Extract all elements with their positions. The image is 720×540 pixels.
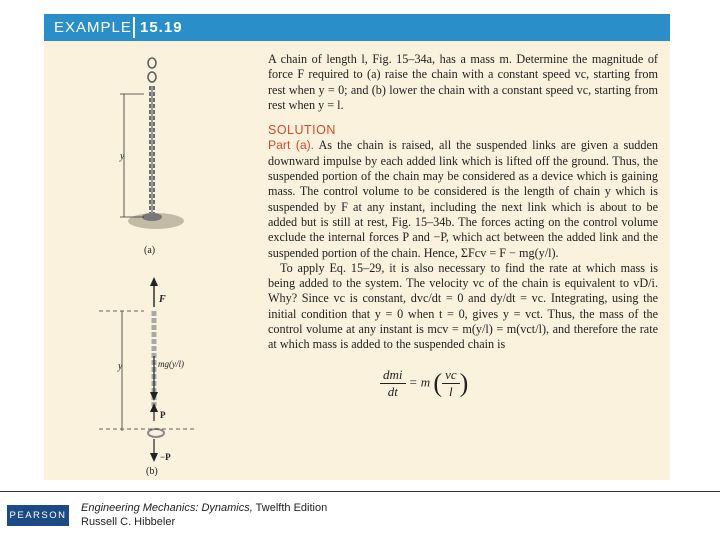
footer-rule — [0, 491, 720, 492]
chain-figure — [44, 41, 254, 480]
book-title: Engineering Mechanics: Dynamics, — [81, 502, 253, 514]
mass-rate-equation — [380, 367, 468, 400]
equals-m: = m — [408, 374, 431, 390]
example-number: 15.19 — [140, 19, 183, 36]
lhs-denominator: dt — [387, 384, 398, 399]
rhs-fraction — [442, 367, 460, 400]
label-y-a: y — [120, 151, 125, 162]
label-negP: −P — [160, 452, 171, 462]
book-edition: Twelfth Edition — [252, 502, 328, 514]
left-paren: ( — [433, 368, 443, 398]
chain-figure-a — [119, 58, 184, 256]
rhs-numerator: vc — [442, 367, 460, 384]
label-P: P — [160, 410, 166, 420]
rhs-denominator: l — [449, 384, 453, 399]
lhs-fraction — [380, 367, 406, 400]
label-y-b: y — [118, 361, 123, 372]
example-header — [44, 14, 670, 41]
solution-paragraph-1 — [268, 138, 658, 260]
book-author: Russell C. Hibbeler — [81, 515, 176, 528]
solution-paragraph-2: To apply Eq. 15–29, it is also necessary to find the rate at which mass is being added to the system. The velocity vc of the chain is equivalent to vD/i. Why? Since vc is constant, dvc/dt = 0 and dy/dt = vc. Integrating, using the initial condition that y = 0 when t = 0, gives y = vct. Thus, the mass of the control volume at any instant is mcv = m(y/l) = m(vct/l), and therefore the rate at which mass is added to the suspended chain is — [268, 260, 658, 352]
label-F: F — [159, 294, 166, 305]
example-text — [268, 52, 658, 353]
part-a-label: Part (a). — [268, 138, 315, 153]
header-separator — [133, 17, 135, 38]
right-paren: ) — [459, 368, 469, 398]
problem-statement: A chain of length l, Fig. 15–34a, has a mass m. Determine the magnitude of force F required to (a) raise the chain with a constant speed vc, starting from rest when y = 0; and (b) lower the chain with a constant speed vc, starting from rest when y = l. — [268, 52, 658, 112]
example-label: EXAMPLE — [54, 19, 132, 36]
example-page — [44, 14, 670, 480]
chain-figure-b — [99, 277, 194, 477]
label-mg: mg(y/l) — [158, 359, 184, 369]
solution-heading: SOLUTION — [268, 123, 336, 138]
pearson-logo: PEARSON — [7, 505, 69, 526]
citation-title-line — [81, 502, 327, 516]
book-citation — [81, 502, 327, 529]
caption-a: (a) — [144, 245, 156, 256]
lhs-numerator: dmi — [380, 367, 406, 384]
caption-b: (b) — [146, 466, 158, 477]
paragraph-1-text: As the chain is raised, all the suspended links are given a sudden downward impulse by each added link which is lifted off the ground. Thus, the suspended portion of the chain may be considered as a device which is gaining mass. The control volume to be considered is the length of chain y which is suspended by F at any instant, including the next link which is about to be added but is still at rest, Fig. 15–34b. The forces acting on the control volume exclude the internal forces P and −P, which act between the added link and the suspended portion of the chain. Hence, ΣFcv = F − mg(y/l). — [268, 138, 659, 260]
